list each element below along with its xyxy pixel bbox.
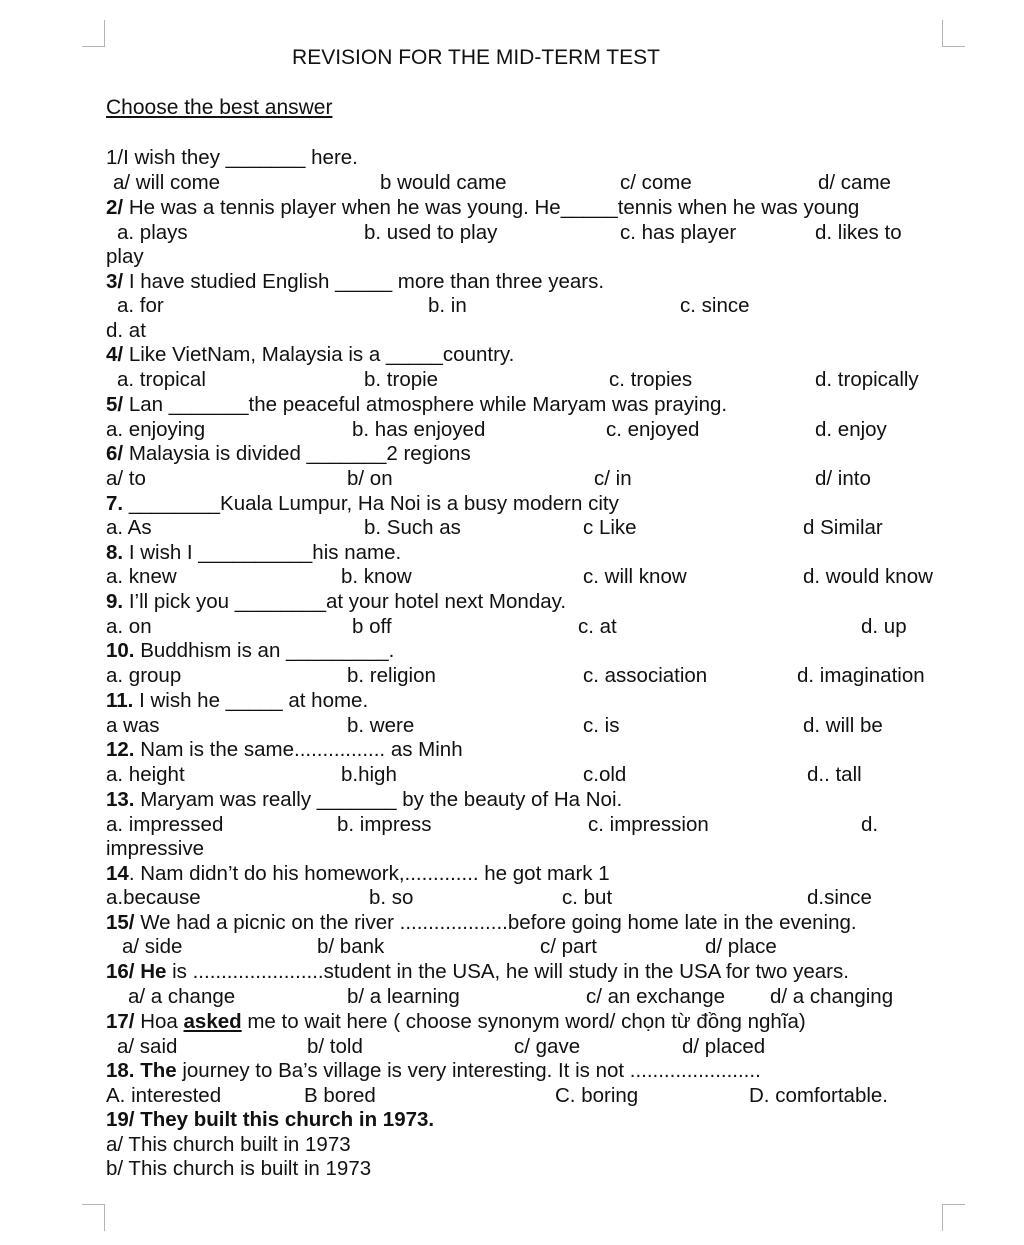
q11-stem: I wish he _____ at home.	[139, 689, 369, 712]
q1-option-b: b would came	[380, 171, 507, 194]
q10-stem: Buddhism is an _________.	[140, 639, 395, 662]
q11-number: 11.	[106, 689, 134, 712]
q1-option-c: c/ come	[620, 171, 692, 194]
q12-option-a: a. height	[106, 763, 185, 786]
page-corner-mark-bottom-left	[82, 1204, 105, 1231]
question-11	[106, 689, 368, 713]
q16-option-b: b/ a learning	[347, 985, 460, 1008]
q16-option-c: c/ an exchange	[586, 985, 726, 1008]
question-16	[106, 960, 849, 984]
q9-stem: I’ll pick you ________at your hotel next Monday.	[128, 590, 567, 613]
q8-option-c: c. will know	[583, 565, 687, 588]
q19-option-b: b/ This church is built in 1973	[106, 1157, 372, 1180]
q17-option-b: b/ told	[307, 1035, 363, 1058]
q18-option-a: A. interested	[106, 1084, 222, 1107]
q14-option-a: a.because	[106, 886, 201, 909]
q3-stem: I have studied English _____ more than three years.	[128, 270, 605, 293]
q11-option-d: d. will be	[803, 714, 883, 737]
q8-option-b: b. know	[341, 565, 412, 588]
q4-option-c: c. tropies	[609, 368, 693, 391]
question-10	[106, 639, 394, 663]
q2-option-d-continued: play	[106, 245, 144, 268]
q18-number: 18. The	[106, 1059, 177, 1082]
q16-stem: is .......................student in the USA, he will study in the USA for two years.	[172, 960, 849, 983]
q12-option-b: b.high	[341, 763, 397, 786]
q15-number: 15/	[106, 911, 135, 934]
question-18	[106, 1059, 761, 1083]
q15-stem: We had a picnic on the river ...................before going home late in the evening.	[140, 911, 857, 934]
q17-stem-end: me to wait here ( choose synonym word/ chọn từ đồng nghĩa)	[241, 1010, 806, 1033]
q9-option-b: b off	[352, 615, 392, 638]
q11-option-c: c. is	[583, 714, 620, 737]
q10-option-c: c. association	[583, 664, 708, 687]
q17-option-a: a/ said	[117, 1035, 178, 1058]
q18-option-c: C. boring	[555, 1084, 639, 1107]
q1-option-a: a/ will come	[113, 171, 221, 194]
q15-option-a: a/ side	[122, 935, 183, 958]
q19-option-a: a/ This church built in 1973	[106, 1133, 351, 1156]
q2-number: 2/	[106, 196, 124, 219]
q16-number: 16/ He	[106, 960, 167, 983]
q9-option-d: d. up	[861, 615, 907, 638]
q7-stem: ________Kuala Lumpur, Ha Noi is a busy modern city	[128, 492, 619, 515]
q2-option-a: a. plays	[117, 221, 188, 244]
question-8	[106, 541, 401, 565]
q10-number: 10.	[106, 639, 135, 662]
q4-stem: Like VietNam, Malaysia is a _____country.	[128, 343, 515, 366]
q6-option-c: c/ in	[594, 467, 632, 490]
q12-stem: Nam is the same................ as Minh	[140, 738, 463, 761]
q10-option-a: a. group	[106, 664, 182, 687]
q7-option-a: a. As	[106, 516, 152, 539]
q17-number: 17/	[106, 1010, 135, 1033]
q9-option-a: a. on	[106, 615, 152, 638]
section-heading: Choose the best answer	[106, 96, 333, 119]
q15-option-d: d/ place	[705, 935, 777, 958]
q5-option-c: c. enjoyed	[606, 418, 700, 441]
q3-option-a: a. for	[117, 294, 164, 317]
question-6	[106, 442, 471, 466]
q13-option-b: b. impress	[337, 813, 432, 836]
q4-option-d: d. tropically	[815, 368, 919, 391]
q8-option-d: d. would know	[803, 565, 933, 588]
q13-option-d-continued: impressive	[106, 837, 204, 860]
q15-option-b: b/ bank	[317, 935, 385, 958]
question-17	[106, 1010, 806, 1034]
q9-number: 9.	[106, 590, 124, 613]
q6-stem: Malaysia is divided _______2 regions	[128, 442, 471, 465]
q13-number: 13.	[106, 788, 135, 811]
q15-option-c: c/ part	[540, 935, 597, 958]
q14-option-b: b. so	[369, 886, 414, 909]
question-19: 19/ They built this church in 1973.	[106, 1108, 435, 1131]
q18-option-d: D. comfortable.	[749, 1084, 888, 1107]
q3-option-c: c. since	[680, 294, 750, 317]
q14-number: 14	[106, 862, 129, 885]
q6-option-a: a/ to	[106, 467, 146, 490]
q17-option-c: c/ gave	[514, 1035, 581, 1058]
q2-option-c: c. has player	[620, 221, 737, 244]
q7-option-b: b. Such as	[364, 516, 461, 539]
question-4	[106, 343, 514, 367]
q2-option-b: b. used to play	[364, 221, 498, 244]
q5-option-b: b. has enjoyed	[352, 418, 486, 441]
page-title: REVISION FOR THE MID-TERM TEST	[292, 46, 660, 69]
page-corner-mark-bottom-right	[942, 1204, 965, 1231]
q14-option-c: c. but	[562, 886, 613, 909]
q11-option-b: b. were	[347, 714, 415, 737]
q17-option-d: d/ placed	[682, 1035, 766, 1058]
q6-option-d: d/ into	[815, 467, 871, 490]
q4-number: 4/	[106, 343, 124, 366]
question-9	[106, 590, 566, 614]
q18-stem: journey to Ba’s village is very interesting. It is not .......................	[182, 1059, 761, 1082]
question-1: 1/I wish they _______ here.	[106, 146, 358, 169]
page-corner-mark-top-right	[942, 20, 965, 47]
question-12	[106, 738, 463, 762]
q8-number: 8.	[106, 541, 124, 564]
q5-option-d: d. enjoy	[815, 418, 887, 441]
q12-option-c: c.old	[583, 763, 627, 786]
q2-option-d: d. likes to	[815, 221, 902, 244]
q13-option-d: d.	[861, 813, 879, 836]
q13-option-c: c. impression	[588, 813, 709, 836]
q13-option-a: a. impressed	[106, 813, 224, 836]
q3-option-d: d. at	[106, 319, 146, 342]
question-13	[106, 788, 622, 812]
question-15	[106, 911, 857, 935]
q8-stem: I wish I __________his name.	[128, 541, 402, 564]
q4-option-b: b. tropie	[364, 368, 439, 391]
q11-option-a: a was	[106, 714, 160, 737]
q6-number: 6/	[106, 442, 124, 465]
q12-option-d: d.. tall	[807, 763, 862, 786]
q5-option-a: a. enjoying	[106, 418, 206, 441]
q16-option-a: a/ a change	[128, 985, 236, 1008]
question-2	[106, 196, 859, 220]
q16-option-d: d/ a changing	[770, 985, 894, 1008]
q7-option-c: c Like	[583, 516, 637, 539]
q4-option-a: a. tropical	[117, 368, 206, 391]
q3-option-b: b. in	[428, 294, 467, 317]
q17-underlined-word: asked	[183, 1010, 242, 1033]
q13-stem: Maryam was really _______ by the beauty of Ha Noi.	[140, 788, 623, 811]
q1-option-d: d/ came	[818, 171, 891, 194]
question-14	[106, 862, 610, 886]
question-7	[106, 492, 619, 516]
q18-option-b: B bored	[304, 1084, 376, 1107]
q10-option-d: d. imagination	[797, 664, 925, 687]
q5-number: 5/	[106, 393, 124, 416]
q7-number: 7.	[106, 492, 124, 515]
q9-option-c: c. at	[578, 615, 617, 638]
page-corner-mark-top-left	[82, 20, 105, 47]
question-3	[106, 270, 604, 294]
q7-option-d: d Similar	[803, 516, 883, 539]
q14-stem: . Nam didn’t do his homework,............. he got mark 1	[128, 862, 610, 885]
q5-stem: Lan _______the peaceful atmosphere while Maryam was praying.	[128, 393, 728, 416]
q10-option-b: b. religion	[347, 664, 436, 687]
q14-option-d: d.since	[807, 886, 872, 909]
q6-option-b: b/ on	[347, 467, 393, 490]
q3-number: 3/	[106, 270, 124, 293]
question-5	[106, 393, 727, 417]
q17-stem-start: Hoa	[140, 1010, 184, 1033]
q2-stem: He was a tennis player when he was young. He_____tennis when he was young	[128, 196, 860, 219]
q12-number: 12.	[106, 738, 135, 761]
q8-option-a: a. knew	[106, 565, 177, 588]
